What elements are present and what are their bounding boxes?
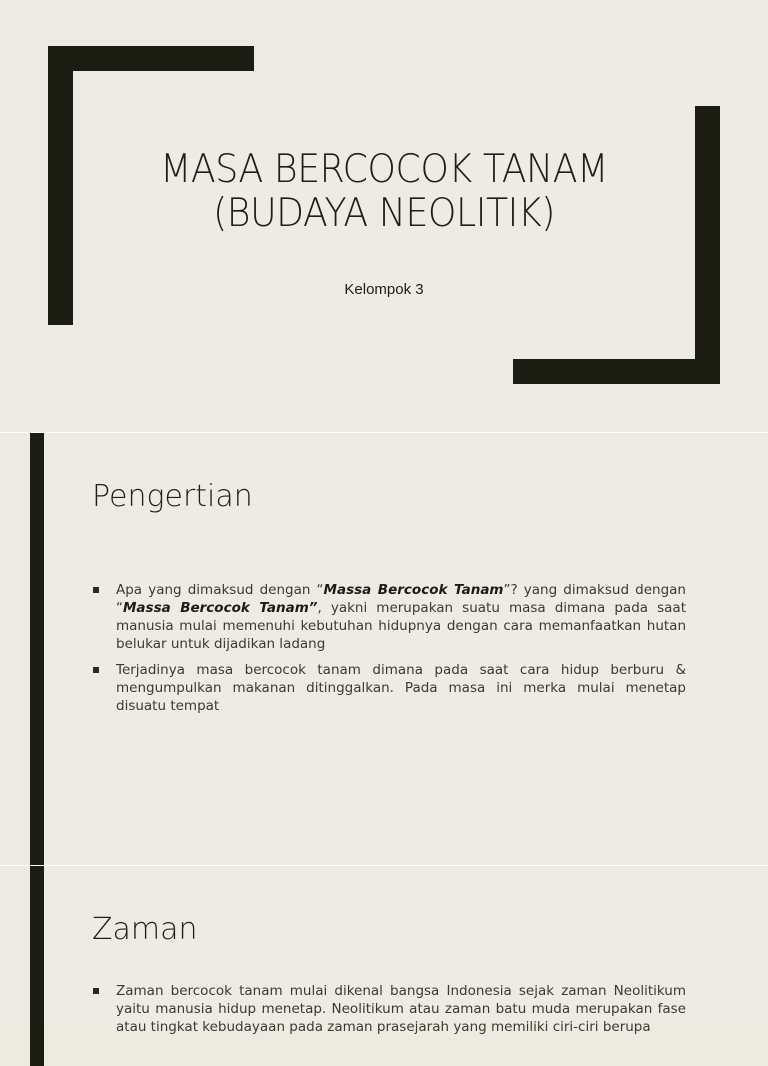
corner-bracket-top-horizontal [48, 46, 254, 71]
slide-subtitle: Kelompok 3 [344, 281, 424, 298]
slide-title-line-2: (BUDAYA NEOLITIK) [213, 191, 555, 236]
list-item [92, 982, 686, 1036]
corner-bracket-bottom-vertical [695, 106, 720, 384]
section-heading: Pengertian [92, 479, 253, 514]
bullet-text: Apa yang dimaksud dengan “ [116, 582, 324, 598]
bullet-text: ”? yang dimaksud dengan “ [116, 582, 686, 616]
slide-title-line-1: MASA BERCOCOK TANAM [160, 147, 608, 192]
left-accent-bar [30, 866, 44, 1066]
bullet-text: , yakni merupakan suatu masa dimana pada saat manusia mulai memenuhi kebutuhan hidupnya dengan cara memanfaatkan hutan belukar untuk dijadikan ladang [116, 600, 686, 652]
list-item [92, 661, 686, 715]
era-slide [0, 865, 768, 1035]
definition-slide [0, 432, 768, 865]
section-heading: Zaman [92, 912, 198, 947]
bullet-list [92, 581, 686, 723]
bullet-square-icon [93, 667, 99, 673]
bullet-list [92, 982, 686, 1044]
bullet-square-icon [93, 587, 99, 593]
slide-title [138, 148, 629, 236]
list-item [92, 581, 686, 653]
title-slide [0, 0, 768, 432]
corner-bracket-bottom-horizontal [513, 359, 720, 384]
left-accent-bar [30, 433, 44, 865]
bullet-text: Terjadinya masa bercocok tanam dimana pada saat cara hidup berburu & mengumpulkan makanan ditinggalkan. Pada masa ini merka mulai menetap disuatu tempat [116, 662, 686, 714]
bullet-square-icon [93, 988, 99, 994]
emphasis-text: Massa Bercocok Tanam [323, 582, 504, 598]
emphasis-text: Massa Bercocok Tanam” [123, 600, 318, 616]
bullet-text: Zaman bercocok tanam mulai dikenal bangsa Indonesia sejak zaman Neolitikum yaitu manusia hidup menetap. Neolitikum atau zaman batu muda merupakan fase atau tingkat kebudayaan pada zaman prasejarah yang memiliki ciri-ciri berupa [116, 983, 686, 1035]
